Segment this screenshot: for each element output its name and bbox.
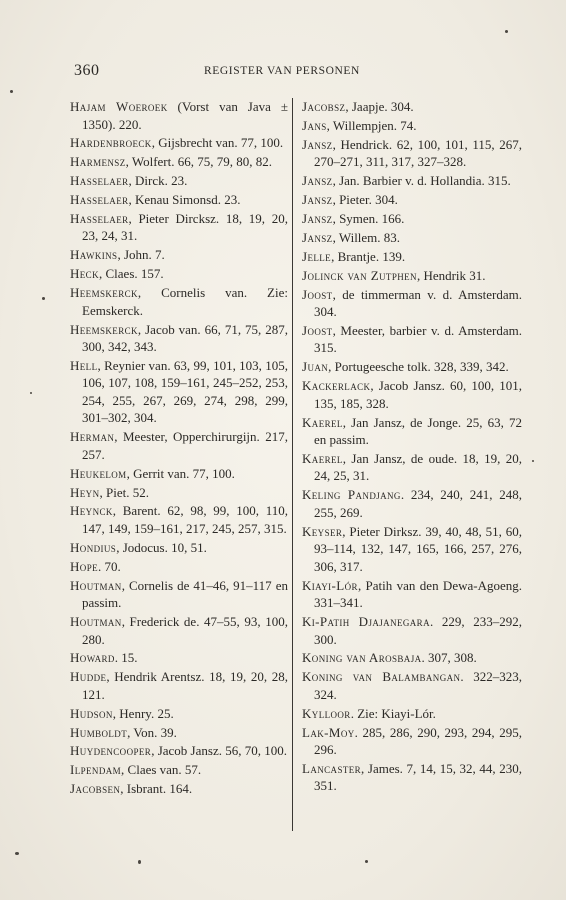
entry-references: , Reynier van. 63, 99, 101, 103, 105, 106, 107, 108, 159–161, 245–252, 253, 254, 255, 267, 269, 274, 298, 299, 301–302, 304. bbox=[82, 357, 288, 426]
entry-references: , Jodocus. 10, 51. bbox=[116, 539, 207, 555]
entry-references: . 234, 240, 241, 248, 255, 269. bbox=[314, 487, 523, 520]
index-entry bbox=[70, 465, 288, 483]
entry-name: Kackerlack bbox=[302, 378, 371, 394]
index-entry bbox=[302, 286, 522, 321]
entry-name: Koning van Arosbaja bbox=[302, 650, 422, 666]
index-entry bbox=[70, 613, 288, 648]
scan-speck bbox=[138, 860, 141, 864]
entry-name: Humboldt bbox=[70, 724, 128, 740]
page-header bbox=[70, 62, 510, 82]
entry-name: Jans bbox=[302, 117, 327, 133]
entry-name: Howard bbox=[70, 650, 115, 666]
entry-name: Hondius bbox=[70, 539, 117, 555]
index-entry bbox=[302, 210, 522, 228]
entry-references: , Meester, barbier v. d. Amsterdam. 315. bbox=[314, 322, 522, 356]
entry-name: Hasselaer bbox=[70, 192, 129, 208]
entry-references: . 307, 308. bbox=[421, 650, 477, 666]
entry-name: Heemskerck bbox=[70, 285, 138, 301]
entry-name: Heukelom bbox=[70, 465, 127, 481]
entry-references: , Brantje. 139. bbox=[331, 248, 406, 264]
entry-references: , Meester, Opperchirurgijn. 217, 257. bbox=[82, 429, 288, 462]
scan-speck bbox=[532, 460, 534, 462]
entry-references: , Willempjen. 74. bbox=[326, 117, 417, 133]
entry-name: Keyser bbox=[302, 523, 343, 539]
index-entry bbox=[302, 136, 522, 171]
entry-references: , Jan. Barbier v. d. Hollandia. 315. bbox=[332, 173, 511, 189]
entry-references: , Gijsbrecht van. 77, 100. bbox=[151, 135, 284, 151]
entry-references: . 229, 233–292, 300. bbox=[314, 614, 522, 647]
entry-references: , Kenau Simonsd. 23. bbox=[128, 192, 241, 208]
entry-name: Heck bbox=[70, 266, 99, 282]
index-entry bbox=[302, 724, 522, 759]
index-entry bbox=[70, 153, 288, 171]
entry-references: , Portugeesche tolk. 328, 339, 342. bbox=[328, 359, 509, 375]
entry-name: Jacobsz bbox=[302, 99, 346, 114]
entry-name: Hajam Woeroek bbox=[70, 99, 168, 114]
entry-references: , Jan Jansz, de oude. 18, 19, 20, 24, 25, 31. bbox=[314, 450, 522, 484]
scan-speck bbox=[30, 392, 32, 394]
scan-speck bbox=[10, 90, 13, 93]
index-entry bbox=[302, 577, 522, 612]
entry-name: Jacobsen bbox=[70, 781, 121, 797]
index-entry bbox=[70, 284, 288, 319]
index-entry bbox=[302, 649, 522, 667]
entry-references: , Isbrant. 164. bbox=[120, 781, 193, 797]
index-entry bbox=[70, 265, 288, 283]
entry-name: Ilpendam bbox=[70, 762, 122, 778]
entry-references: , Pieter Dirksz. 39, 40, 48, 51, 60, 93–114, 132, 147, 165, 166, 257, 276, 306, 317. bbox=[314, 523, 522, 574]
entry-references: , Piet. 52. bbox=[99, 484, 149, 500]
entry-references: , Hendrick. 62, 100, 101, 115, 267, 270–271, 311, 317, 327–328. bbox=[314, 136, 522, 170]
index-entry bbox=[70, 705, 288, 723]
index-entry bbox=[302, 248, 522, 266]
entry-name: Jansz bbox=[302, 173, 333, 189]
entry-references: , James. 7, 14, 15, 32, 44, 230, 351. bbox=[314, 760, 522, 794]
entry-references: . 322–323, 324. bbox=[314, 669, 522, 702]
index-entry bbox=[302, 191, 522, 209]
entry-name: Joost bbox=[302, 286, 333, 302]
entry-name: Kaerel bbox=[302, 414, 343, 430]
index-entry bbox=[70, 668, 288, 703]
entry-name: Jelle bbox=[302, 248, 332, 264]
index-entry bbox=[302, 172, 522, 190]
entry-references: , Dirck. 23. bbox=[128, 173, 188, 189]
entry-references: , Wolfert. 66, 75, 79, 80, 82. bbox=[125, 154, 272, 170]
index-entry bbox=[302, 98, 522, 116]
scan-speck bbox=[505, 30, 508, 33]
entry-references: . 285, 286, 290, 293, 294, 295, 296. bbox=[314, 724, 522, 758]
entry-references: , John. 7. bbox=[117, 247, 165, 263]
entry-name: Hardenbroeck bbox=[70, 135, 152, 151]
index-entry bbox=[302, 613, 522, 648]
entry-references: , Pieter. 304. bbox=[332, 192, 398, 208]
index-entry bbox=[70, 134, 288, 152]
entry-references: , Henry. 25. bbox=[112, 705, 174, 721]
entry-name: Keling Pandjang bbox=[302, 487, 401, 503]
column-divider bbox=[292, 98, 293, 831]
entry-name: Kaerel bbox=[302, 450, 343, 466]
entry-references: , Hendrik Arentsz. 18, 19, 20, 28, 121. bbox=[82, 669, 288, 702]
entry-name: Jansz bbox=[302, 192, 333, 208]
index-entry bbox=[70, 539, 288, 557]
index-entry bbox=[302, 668, 522, 703]
entry-references: , Symen. 166. bbox=[332, 210, 405, 226]
entry-name: Koning van Balambangan bbox=[302, 669, 461, 685]
entry-references: , Jaapje. 304. bbox=[345, 99, 414, 114]
entry-references: , Jan Jansz, de Jonge. 25, 63, 72 en passim. bbox=[314, 414, 522, 448]
index-entry bbox=[70, 761, 288, 779]
index-entry bbox=[302, 760, 522, 795]
entry-references: , Cornelis van. Zie: Eemskerck. bbox=[82, 285, 288, 318]
entry-name: Hasselaer bbox=[70, 173, 129, 189]
index-column-right bbox=[302, 98, 522, 796]
running-head: REGISTER VAN PERSONEN bbox=[204, 65, 360, 77]
entry-references: , de timmerman v. d. Amsterdam. 304. bbox=[314, 286, 522, 320]
entry-name: Hope bbox=[70, 558, 98, 574]
entry-references: , Pieter Dircksz. 18, 19, 20, 23, 24, 31. bbox=[82, 210, 288, 244]
index-entry bbox=[302, 523, 522, 576]
index-entry bbox=[70, 649, 288, 667]
entry-references: , Hendrik 31. bbox=[416, 267, 486, 283]
index-entry bbox=[70, 191, 288, 209]
index-entry bbox=[70, 428, 288, 463]
entry-name: Huydencooper bbox=[70, 743, 152, 759]
index-entry bbox=[70, 98, 288, 133]
scan-speck bbox=[365, 860, 368, 863]
entry-name: Lak-Moy bbox=[302, 724, 355, 740]
entry-name: Kiayi-Lór bbox=[302, 577, 358, 593]
entry-references: , Willem. 83. bbox=[332, 229, 401, 245]
entry-references: , Claes. 157. bbox=[99, 266, 164, 282]
index-entry bbox=[70, 502, 288, 537]
index-entry bbox=[70, 558, 288, 576]
entry-name: Lancaster bbox=[302, 760, 362, 776]
entry-name: Heyn bbox=[70, 484, 100, 500]
entry-name: Heemskerck bbox=[70, 321, 138, 337]
entry-name: Hudson bbox=[70, 705, 113, 721]
index-entry bbox=[302, 322, 522, 357]
entry-references: . 70. bbox=[98, 558, 121, 574]
entry-name: Hell bbox=[70, 357, 98, 373]
entry-name: Ki-Patih Djajanegara bbox=[302, 614, 430, 630]
entry-name: Jansz bbox=[302, 210, 333, 226]
entry-references: , Jacob Jansz. 56, 70, 100. bbox=[151, 743, 287, 759]
index-entry bbox=[302, 377, 522, 412]
entry-references: , Von. 39. bbox=[127, 724, 177, 740]
entry-name: Joost bbox=[302, 322, 333, 338]
page-number: 360 bbox=[74, 62, 100, 79]
entry-name: Houtman bbox=[70, 577, 122, 593]
index-entry bbox=[70, 321, 288, 356]
index-entry bbox=[70, 246, 288, 264]
entry-references: , Barent. 62, 98, 99, 100, 110, 147, 149, 159–161, 217, 245, 257, 315. bbox=[82, 503, 288, 536]
entry-references: , Cornelis de 41–46, 91–117 en passim. bbox=[82, 577, 288, 611]
scan-speck bbox=[42, 297, 45, 300]
index-entry bbox=[70, 357, 288, 427]
index-entry bbox=[70, 484, 288, 502]
index-entry bbox=[302, 705, 522, 723]
index-entry bbox=[302, 358, 522, 376]
entry-name: Harmensz bbox=[70, 154, 126, 170]
entry-name: Jolinck van Zutphen bbox=[302, 267, 417, 283]
index-entry bbox=[302, 267, 522, 285]
index-entry bbox=[70, 210, 288, 245]
entry-references: , Claes van. 57. bbox=[121, 762, 202, 778]
index-column-left bbox=[70, 98, 288, 799]
entry-references: , Frederick de. 47–55, 93, 100, 280. bbox=[82, 614, 288, 647]
entry-name: Jansz bbox=[302, 136, 333, 152]
entry-references: . Zie: Kiayi-Lór. bbox=[350, 705, 436, 721]
entry-references: , Jacob van. 66, 71, 75, 287, 300, 342, 343. bbox=[82, 321, 288, 355]
entry-references: , Gerrit van. 77, 100. bbox=[126, 465, 235, 481]
index-entry bbox=[70, 724, 288, 742]
entry-name: Herman bbox=[70, 429, 115, 445]
index-entry bbox=[70, 172, 288, 190]
index-entry bbox=[302, 117, 522, 135]
entry-name: Juan bbox=[302, 359, 329, 375]
entry-name: Kylloor bbox=[302, 705, 351, 721]
scan-speck bbox=[15, 852, 19, 855]
entry-name: Hudde bbox=[70, 669, 107, 685]
index-entry bbox=[302, 486, 522, 521]
index-entry bbox=[70, 577, 288, 612]
entry-references: . 15. bbox=[114, 650, 138, 666]
index-entry bbox=[70, 780, 288, 798]
index-entry bbox=[70, 742, 288, 760]
index-entry bbox=[302, 450, 522, 485]
entry-references: , Jacob Jansz. 60, 100, 101, 135, 185, 328. bbox=[314, 378, 522, 411]
entry-name: Hasselaer bbox=[70, 210, 129, 226]
index-entry bbox=[302, 414, 522, 449]
entry-references: , Patih van den Dewa-Agoeng. 331–341. bbox=[314, 577, 522, 611]
entry-name: Houtman bbox=[70, 614, 122, 630]
entry-name: Hawkins bbox=[70, 247, 118, 263]
entry-name: Heynck bbox=[70, 503, 113, 519]
index-entry bbox=[302, 229, 522, 247]
entry-references: (Vorst van Java ± 1350). 220. bbox=[82, 99, 289, 132]
entry-name: Jansz bbox=[302, 229, 333, 245]
